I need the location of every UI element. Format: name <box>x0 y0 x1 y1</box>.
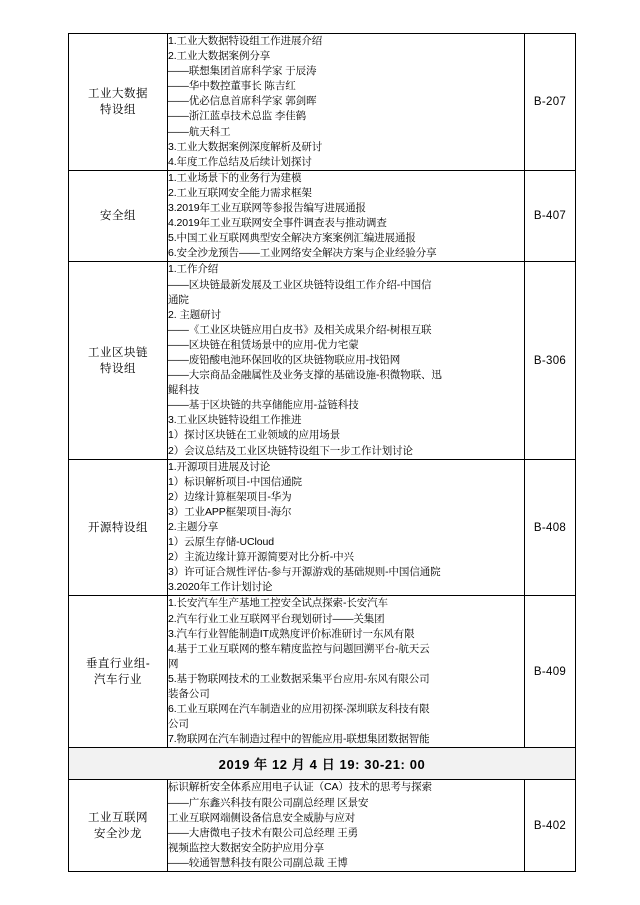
content-line: 通院 <box>168 293 189 306</box>
content-line: 1）探讨区块链在工业领域的应用场景 <box>168 429 341 442</box>
group-label-line: 工业互联网 <box>88 811 148 824</box>
row-room-cell: B-402 <box>525 780 576 872</box>
content-line: 2）会议总结及工业区块链特设组下一步工作计划讨论 <box>168 444 413 457</box>
row-group-cell <box>69 596 168 748</box>
content-line: 3.2019年工业互联网等参报告编写进展通报 <box>168 202 366 215</box>
content-line: ——大宗商品金融属性及业务支撑的基础设施-积微物联、迅 <box>168 369 442 382</box>
content-line: 工业互联网端侧设备信息安全威胁与应对 <box>168 811 356 824</box>
content-line: 2.主题分享 <box>168 521 219 533</box>
agenda-table-body <box>69 34 576 872</box>
table-row <box>69 170 576 262</box>
row-group-cell <box>69 262 168 459</box>
content-line: ——浙江蓝卓技术总监 李佳鹤 <box>168 110 307 123</box>
agenda-table <box>68 33 576 872</box>
content-line: 3.2020年工作计划讨论 <box>168 581 273 594</box>
group-label-line: 汽车行业 <box>94 673 142 686</box>
content-line: 3.工业大数据案例深度解析及研讨 <box>168 140 323 153</box>
content-lines <box>168 460 524 596</box>
session-banner-text: 2019 年 12 月 4 日 19: 30-21: 00 <box>69 748 576 780</box>
content-line: 1.工业大数据特设组工作进展介绍 <box>168 35 323 47</box>
row-content-cell <box>168 459 525 596</box>
row-room-cell: B-306 <box>525 262 576 459</box>
content-line: 网 <box>168 657 179 670</box>
content-lines <box>168 596 524 747</box>
content-lines <box>168 34 524 170</box>
content-line: 4.2019年工业互联网安全事件调查表与推动调查 <box>168 217 387 230</box>
group-label-line: 工业区块链 <box>88 346 148 359</box>
content-line: 6.工业互联网在汽车制造业的应用初探-深圳联友科技有限 <box>168 703 430 716</box>
group-label-line: 垂直行业组- <box>85 657 151 670</box>
content-line: 1.工作介绍 <box>168 263 219 276</box>
content-line: 标识解析安全体系应用电子认证（CA）技术的思考与探索 <box>168 781 432 794</box>
row-content-cell <box>168 780 525 872</box>
content-line: ——联想集团首席科学家 于辰涛 <box>168 65 317 78</box>
content-line: 1.开源项目进展及讨论 <box>168 460 271 473</box>
content-lines <box>168 780 524 871</box>
content-line: 2.工业互联网安全能力需求框架 <box>168 186 312 199</box>
content-line: 7.物联网在汽车制造过程中的智能应用-联想集团数据智能 <box>168 733 430 746</box>
table-row <box>69 262 576 459</box>
content-line: 1）标识解析项目-中国信通院 <box>168 475 302 488</box>
content-line: 6.安全沙龙预告——工业网络安全解决方案与企业经验分享 <box>168 247 437 260</box>
table-row <box>69 596 576 748</box>
group-label-line: 特设组 <box>100 103 136 116</box>
row-content-cell <box>168 34 525 171</box>
content-line: ——优必信息首席科学家 郭剑晖 <box>168 95 317 108</box>
content-line: 1）云原生存储-UCloud <box>168 536 274 549</box>
content-line: ——区块链在租赁场景中的应用-优力宅蒙 <box>168 338 359 351</box>
group-label-line: 开源特设组 <box>88 521 148 534</box>
content-line: 3.工业区块链特设组工作推进 <box>168 414 302 427</box>
row-content-cell <box>168 596 525 748</box>
content-line: ——大唐微电子技术有限公司总经理 王勇 <box>168 826 359 839</box>
row-room-cell: B-407 <box>525 170 576 262</box>
row-content-cell <box>168 170 525 262</box>
content-line: ——区块链最新发展及工业区块链特设组工作介绍-中国信 <box>168 278 432 291</box>
content-line: 2. 主题研讨 <box>168 308 221 321</box>
row-room-cell: B-408 <box>525 459 576 596</box>
content-line: 2）主流边缘计算开源简要对比分析-中兴 <box>168 551 354 564</box>
row-group-cell <box>69 459 168 596</box>
content-line: 3）许可证合规性评估-参与开源游戏的基础规则-中国信通院 <box>168 566 441 579</box>
content-line: 装备公司 <box>168 688 210 701</box>
content-line: ——广东鑫兴科技有限公司副总经理 区景安 <box>168 796 369 809</box>
content-line: 4.年度工作总结及后续计划探讨 <box>168 155 312 168</box>
content-line: 2）边缘计算框架项目-华为 <box>168 490 292 503</box>
content-line: 5.基于物联网技术的工业数据采集平台应用-东风有限公司 <box>168 672 430 685</box>
content-line: ——基于区块链的共享储能应用-益链科技 <box>168 399 359 412</box>
group-label-line: 安全沙龙 <box>94 827 142 840</box>
content-line: ——《工业区块链应用白皮书》及相关成果介绍-树根互联 <box>168 323 432 336</box>
content-line: 2.工业大数据案例分享 <box>168 50 271 63</box>
row-content-cell <box>168 262 525 459</box>
content-line: 视频监控大数据安全防护应用分享 <box>168 841 324 854</box>
table-row <box>69 780 576 872</box>
row-group-cell <box>69 34 168 171</box>
content-line: 公司 <box>168 718 189 731</box>
group-label-line: 安全组 <box>100 210 136 223</box>
content-line: 1.工业场景下的业务行为建模 <box>168 171 302 184</box>
content-line: 1.长安汽车生产基地工控安全试点探索-长安汽车 <box>168 597 388 610</box>
content-lines <box>168 171 524 262</box>
content-lines <box>168 262 524 458</box>
content-line: ——华中数控董事长 陈吉红 <box>168 80 296 93</box>
content-line: 4.基于工业互联网的整车精度监控与问题回溯平台-航天云 <box>168 642 430 655</box>
row-room-cell: B-207 <box>525 34 576 171</box>
content-line: 2.汽车行业工业互联网平台现划研讨——关集团 <box>168 612 385 625</box>
content-line: 鲲科技 <box>168 384 200 397</box>
content-line: 3.汽车行业智能制造IT成熟度评价标准研讨一东风有限 <box>168 627 415 640</box>
content-line: 5.中国工业互联网典型安全解决方案案例汇编进展通报 <box>168 232 416 245</box>
content-line: ——较通智慧科技有限公司副总裁 王博 <box>168 856 348 869</box>
content-line: 3）工业APP框架项目-海尔 <box>168 505 292 518</box>
group-label-line: 特设组 <box>100 362 136 375</box>
table-row <box>69 34 576 171</box>
row-room-cell: B-409 <box>525 596 576 748</box>
content-line: ——航天科工 <box>168 125 231 138</box>
row-group-cell <box>69 780 168 872</box>
content-line: ——废铅酸电池环保回收的区块链物联应用-找铅网 <box>168 353 401 366</box>
table-row <box>69 459 576 596</box>
group-label-line: 工业大数据 <box>88 87 148 100</box>
row-group-cell <box>69 170 168 262</box>
session-banner-row <box>69 748 576 780</box>
